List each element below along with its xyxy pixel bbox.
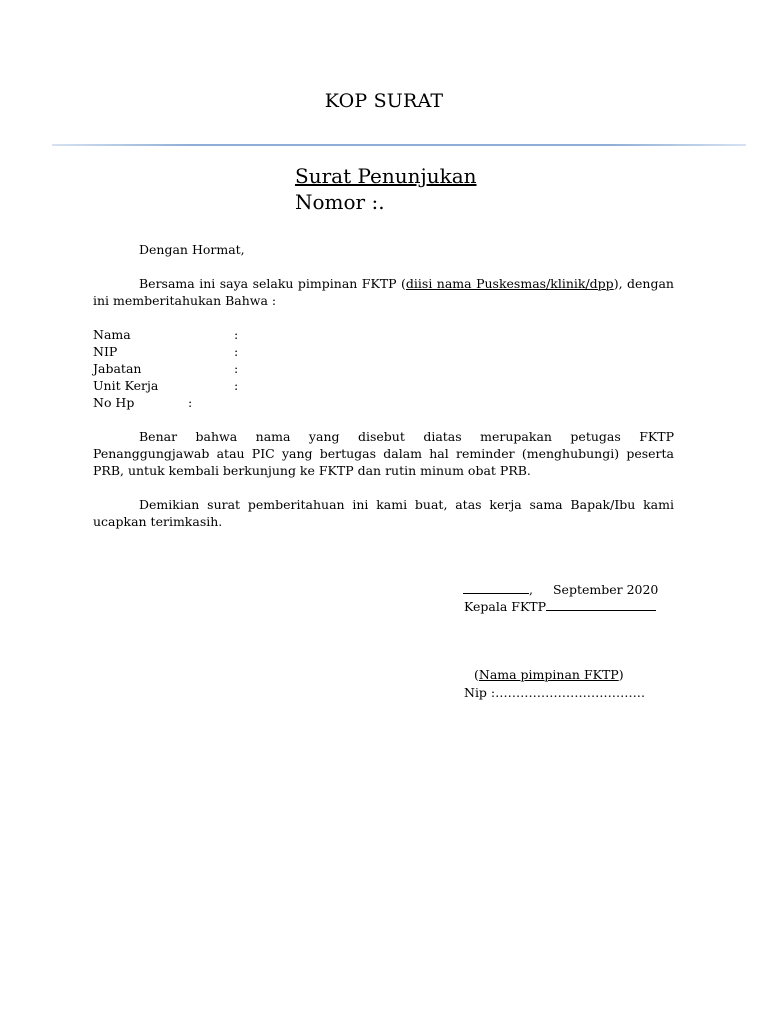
closing-text: Demikian surat pemberitahuan ini kami buat, atas kerja sama Bapak/Ibu kami ucapkan terimkasih. (93, 497, 674, 529)
intro-text: Bersama ini saya selaku pimpinan FKTP (139, 276, 402, 291)
field-colon-no-hp: : (188, 395, 193, 410)
document-number: Nomor :. (295, 190, 385, 214)
facility-placeholder: diisi nama Puskesmas/klinik/dpp (405, 276, 614, 291)
letterhead-divider (52, 144, 746, 146)
signatory-nip: Nip :……………………………… (464, 685, 646, 700)
field-colon-nama: : (234, 327, 239, 342)
role-blank (546, 598, 656, 611)
greeting: Dengan Hormat, (139, 242, 245, 257)
field-label-no-hp: No Hp (93, 395, 135, 410)
field-label-jabatan: Jabatan (93, 361, 142, 376)
field-colon-unit-kerja: : (234, 378, 239, 393)
field-colon-nip: : (234, 344, 239, 359)
signature-date-line (463, 581, 658, 598)
date-comma: , (529, 582, 533, 597)
signatory-name-placeholder: Nama pimpinan FKTP (478, 667, 619, 682)
field-colon-jabatan: : (234, 361, 239, 376)
name-paren-open: ( (474, 667, 479, 682)
field-label-unit-kerja: Unit Kerja (93, 378, 159, 393)
intro-text-continued: dengan ini memberitahukan Bahwa : (93, 276, 674, 308)
paragraph-statement (93, 428, 674, 479)
signatory-name-line (474, 666, 624, 683)
field-label-nip: NIP (93, 344, 118, 359)
intro-paren-open: ( (401, 276, 406, 291)
place-blank (463, 581, 529, 594)
role-label: Kepala FKTP (464, 599, 547, 614)
date-text: September 2020 (552, 582, 659, 597)
intro-paren-close: ), (613, 276, 623, 291)
document-title: Surat Penunjukan (295, 164, 477, 188)
paragraph-closing (93, 496, 674, 530)
signature-role-line (464, 598, 656, 615)
name-paren-close: ) (618, 667, 624, 682)
field-label-nama: Nama (93, 327, 131, 342)
letterhead-title: KOP SURAT (324, 90, 444, 112)
statement-text: Benar bahwa nama yang disebut diatas merupakan petugas FKTP Penanggungjawab atau PIC yang bertugas dalam hal reminder (menghubungi) peserta PRB, untuk kembali berkunjung ke FKTP dan rutin minum obat PRB. (93, 429, 674, 478)
paragraph-intro (93, 275, 674, 309)
